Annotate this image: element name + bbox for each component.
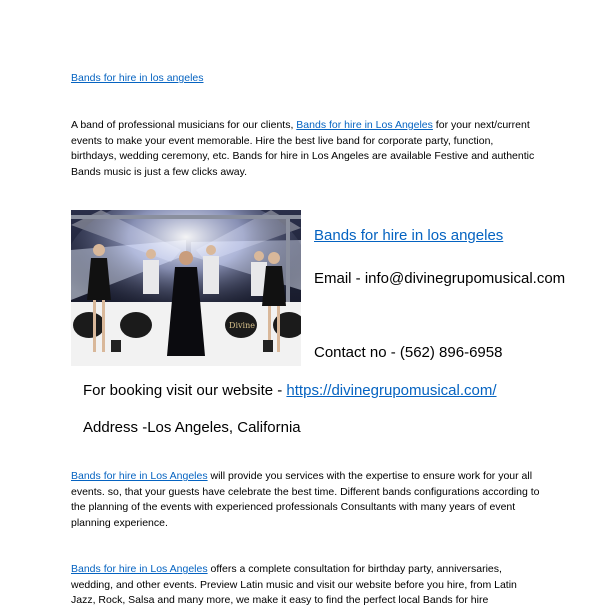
email-line: Email - info@divinegrupomusical.com — [314, 270, 566, 287]
consultation-text: offers a complete consultation for birthday party, anniversaries, wedding, and other events. Preview Latin music and visit our website before you hire, from Latin Jazz, Rock, Salsa and many more, we make it easy to find the perfect local Bands for hire — [71, 563, 517, 606]
intro-paragraph — [71, 118, 541, 180]
band-photo — [71, 210, 301, 366]
intro-bands-link[interactable]: Bands for hire in Los Angeles — [296, 119, 433, 131]
booking-line — [83, 381, 497, 401]
consultation-paragraph — [71, 562, 541, 609]
services-paragraph — [71, 469, 541, 531]
info-link[interactable] — [314, 226, 503, 246]
consultation-bands-link[interactable]: Bands for hire in Los Angeles — [71, 563, 208, 575]
top-link[interactable] — [71, 71, 204, 87]
services-text: will provide you services with the expertise to ensure work for your all events. so, that your guests have celebrate the best time. Different bands configurations according to the planning of the events with experienced professionals Consultants with many years of event planning experience. — [71, 470, 540, 529]
intro-text-before: A band of professional musicians for our clients, — [71, 119, 297, 131]
band-photo-illustration — [71, 210, 301, 366]
contact-line: Contact no - (562) 896-6958 — [314, 344, 503, 361]
booking-label: For booking visit our website - — [83, 382, 287, 399]
bands-link[interactable]: Bands for hire in los angeles — [71, 72, 204, 84]
logo-text: Divine — [229, 321, 255, 330]
website-link[interactable]: https://divinegrupomusical.com/ — [286, 382, 497, 399]
intro-text-after: for your next/current events to make your event memorable. Hire the best live band for corporate party, function, birthdays, wedding ceremony, etc. Bands for hire in Los Angeles are available Festive and authentic Bands music is just a few clicks away. — [71, 119, 535, 178]
services-bands-link[interactable]: Bands for hire in Los Angeles — [71, 470, 208, 482]
address-line: Address -Los Angeles, California — [83, 419, 301, 436]
info-bands-link[interactable]: Bands for hire in los angeles — [314, 227, 504, 244]
